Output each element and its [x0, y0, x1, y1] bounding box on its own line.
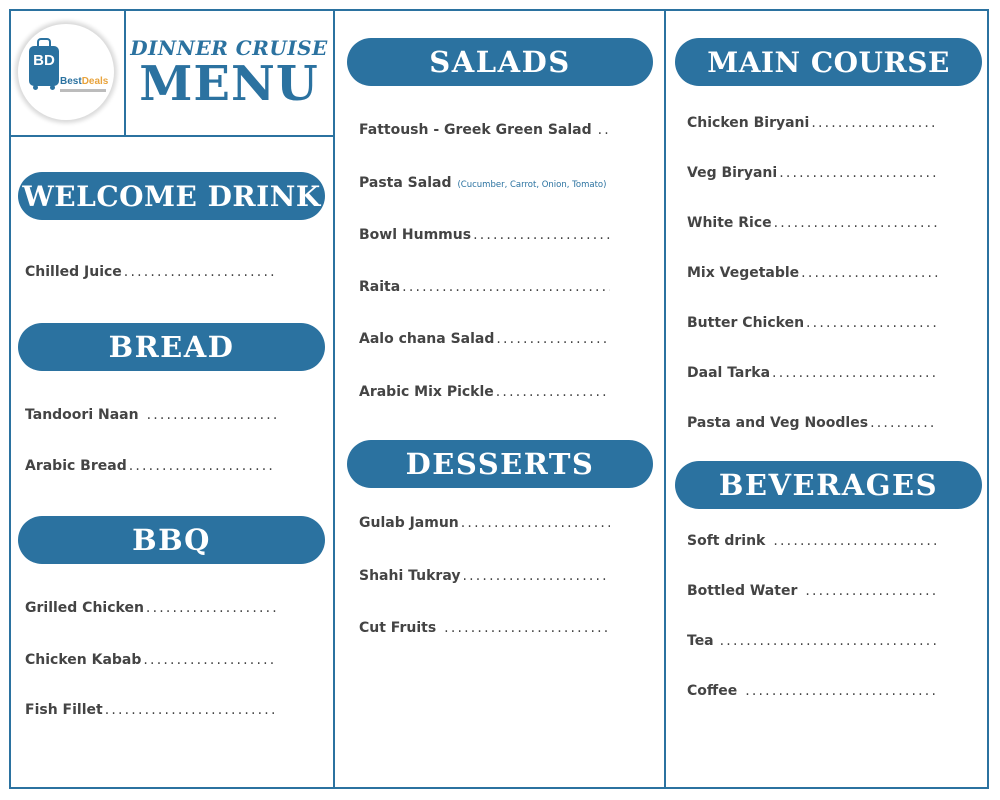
menu-item [687, 265, 938, 281]
leader-dots [143, 652, 276, 668]
section-header-beverages: BEVERAGES [675, 461, 982, 509]
menu-item [359, 620, 610, 636]
leader-dots [105, 702, 276, 718]
leader-dots [146, 600, 276, 616]
menu-item [687, 365, 938, 381]
logo-name [60, 76, 108, 87]
item-name: Grilled Chicken [25, 600, 144, 616]
logo-name-part2: Deals [81, 76, 109, 87]
logo-name-part1: Best [60, 76, 82, 87]
item-name: White Rice [687, 215, 772, 231]
menu-item [25, 264, 276, 280]
menu-item [25, 652, 276, 668]
item-name: Cut Fruits [359, 620, 437, 636]
leader-dots [496, 331, 610, 347]
item-name: Gulab Jamun [359, 515, 459, 531]
section-header-bread: BREAD [18, 323, 325, 371]
menu-item [687, 115, 938, 131]
leader-dots [805, 583, 938, 599]
menu-item [359, 279, 610, 295]
item-name: Fish Fillet [25, 702, 103, 718]
item-name: Bottled Water [687, 583, 798, 599]
menu-item [359, 515, 610, 531]
menu-subtitle: DINNER CRUISE [130, 36, 328, 60]
menu-item [359, 568, 610, 584]
item-note: (Cucumber, Carrot, Onion, Tomato) [457, 180, 607, 190]
item-name: Coffee [687, 683, 738, 699]
menu-title: MENU [139, 56, 319, 112]
leader-dots [811, 115, 938, 131]
leader-dots [870, 415, 938, 431]
leader-dots [720, 633, 938, 649]
item-name: Pasta Salad [359, 175, 452, 191]
menu-item [25, 407, 276, 423]
leader-dots [462, 568, 610, 584]
item-name: Pasta and Veg Noodles [687, 415, 869, 431]
section-header-desserts: DESSERTS [347, 440, 653, 488]
menu-item [25, 458, 276, 474]
logo-tagline [60, 89, 106, 92]
item-name: Mix Vegetable [687, 265, 800, 281]
leader-dots [402, 279, 610, 295]
leader-dots [779, 165, 938, 181]
menu-item [359, 122, 610, 138]
item-name: Chilled Juice [25, 264, 122, 280]
menu-item [687, 215, 938, 231]
item-name: Veg Biryani [687, 165, 778, 181]
menu-item [687, 415, 938, 431]
section-header-bbq: BBQ [18, 516, 325, 564]
item-name: Tea [687, 633, 714, 649]
section-header-main-course: MAIN COURSE [675, 38, 982, 86]
menu-item [687, 533, 938, 549]
leader-dots [774, 215, 938, 231]
item-name: Fattoush - Greek Green Salad [359, 122, 592, 138]
item-name: Arabic Mix Pickle [359, 384, 494, 400]
suitcase-icon [29, 46, 59, 86]
leader-dots [772, 365, 938, 381]
section-header-welcome-drink: WELCOME DRINK [18, 172, 325, 220]
menu-item [359, 175, 639, 191]
item-name: Soft drink [687, 533, 766, 549]
logo-badge: BD [33, 52, 55, 69]
item-name: Aalo chana Salad [359, 331, 495, 347]
menu-item [359, 384, 610, 400]
logo [18, 24, 114, 120]
item-name: Tandoori Naan [25, 407, 139, 423]
leader-dots [496, 384, 610, 400]
menu-item [687, 165, 938, 181]
item-name: Raita [359, 279, 401, 295]
leader-dots [598, 122, 610, 138]
item-name: Bowl Hummus [359, 227, 472, 243]
leader-dots [124, 264, 276, 280]
menu-item [25, 702, 276, 718]
item-name: Chicken Biryani [687, 115, 810, 131]
leader-dots [745, 683, 938, 699]
leader-dots [473, 227, 610, 243]
menu-item [687, 315, 938, 331]
item-name: Shahi Tukray [359, 568, 461, 584]
leader-dots [461, 515, 610, 531]
item-name: Daal Tarka [687, 365, 771, 381]
item-name: Chicken Kabab [25, 652, 142, 668]
menu-item [687, 583, 938, 599]
menu-item [359, 227, 610, 243]
item-name: Butter Chicken [687, 315, 805, 331]
item-name: Arabic Bread [25, 458, 127, 474]
leader-dots [129, 458, 276, 474]
menu-item [25, 600, 276, 616]
menu-item [359, 331, 610, 347]
menu-item [687, 683, 938, 699]
section-header-salads: SALADS [347, 38, 653, 86]
wheel-icon [50, 85, 55, 90]
menu-item [687, 633, 938, 649]
leader-dots [801, 265, 938, 281]
leader-dots [444, 620, 610, 636]
leader-dots [773, 533, 938, 549]
leader-dots [806, 315, 938, 331]
column-divider-2 [664, 9, 666, 789]
leader-dots [147, 407, 276, 423]
column-divider-1 [333, 9, 335, 789]
header-divider [9, 135, 335, 137]
wheel-icon [33, 85, 38, 90]
